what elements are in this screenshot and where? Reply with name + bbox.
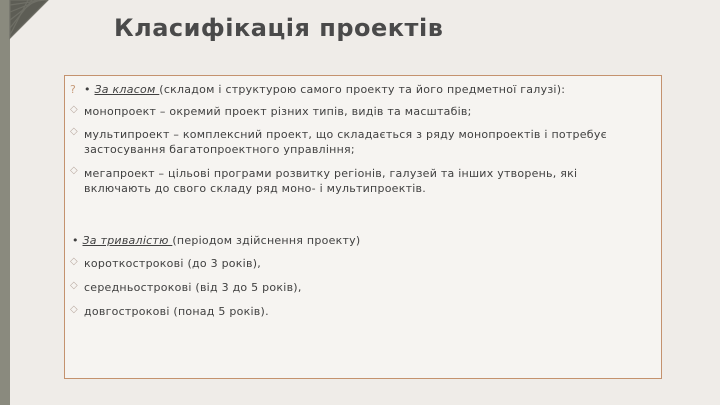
page-title: Класифікація проектів bbox=[114, 14, 444, 42]
category-heading: За тривалістю bbox=[82, 234, 173, 247]
bullet-icon: ◇ bbox=[70, 104, 78, 115]
list-item: мегапроект – цільові програми розвитку регіонів, галузей та інших утворень, які включають до свого складу ряд моно- і мультипроектів. bbox=[84, 167, 578, 195]
bullet-icon: ◇ bbox=[70, 280, 78, 291]
list-item: • За тривалістю (періодом здійснення проекту) bbox=[72, 234, 361, 247]
list-item: середньострокові (від 3 до 5 років), bbox=[84, 281, 302, 294]
bullet-icon: ◇ bbox=[70, 304, 78, 315]
list-item: короткострокові (до 3 років), bbox=[84, 257, 261, 270]
category-heading: За класом bbox=[94, 83, 160, 96]
bullet-icon: ◇ bbox=[70, 165, 78, 176]
list-item: мультипроект – комплексний проект, що складається з ряду монопроектів і потребує застосування багатопроектного управління; bbox=[84, 128, 607, 156]
question-marker: ? bbox=[70, 83, 76, 96]
bullet-icon: ◇ bbox=[70, 126, 78, 137]
list-item: монопроект – окремий проект різних типів, видів та масштабів; bbox=[84, 105, 472, 118]
list-item: • За класом (складом і структурою самого проекту та його предметної галузі): bbox=[84, 83, 566, 96]
list-item: довгострокові (понад 5 років). bbox=[84, 305, 269, 318]
bullet-icon: ◇ bbox=[70, 256, 78, 267]
